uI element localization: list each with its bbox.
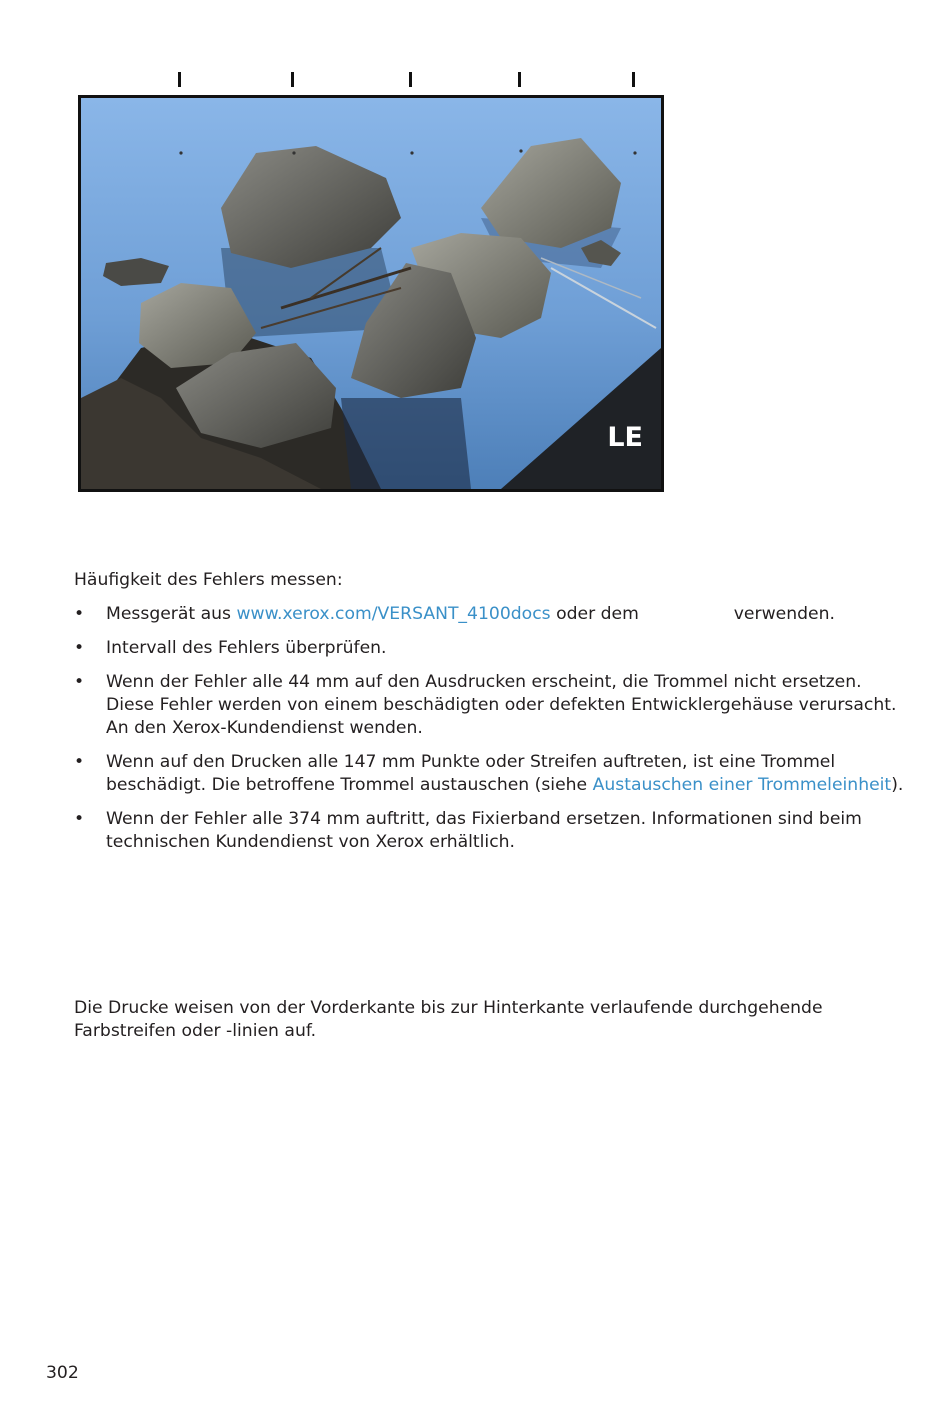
measure-steps-list — [74, 603, 904, 865]
tick-mark — [632, 72, 635, 87]
bullet-text: Wenn auf den Drucken alle 147 mm Punkte oder Streifen auftreten, ist eine Trommel beschädigt. Die betroffene Trommel austauschen (siehe — [106, 752, 836, 795]
tick-mark — [178, 72, 181, 87]
bullet-text: Messgerät aus — [106, 604, 237, 624]
list-item: • Wenn der Fehler alle 374 mm auftritt, das Fixierband ersetzen. Informationen sind beim technischen Kundendienst von Xerox erhältlich. — [74, 808, 904, 854]
defect-sample-photo — [78, 95, 664, 492]
rocks-in-water-image — [81, 98, 661, 489]
list-item — [74, 603, 904, 626]
bullet-text: verwenden. — [728, 604, 835, 624]
list-item: • Wenn der Fehler alle 44 mm auf den Ausdrucken erscheint, die Trommel nicht ersetzen. Diese Fehler werden von einem beschädigten oder defekten Entwicklergehäuse verursacht. An den Xerox-Kundendienst wenden. — [74, 671, 904, 740]
bullet-text: ). — [891, 775, 904, 795]
list-item: • Intervall des Fehlers überprüfen. — [74, 637, 904, 660]
page-number: 302 — [46, 1363, 79, 1383]
replace-drum-link[interactable]: Austauschen einer Trommeleinheit — [592, 775, 892, 795]
tick-mark — [518, 72, 521, 87]
measurement-ticks — [0, 0, 950, 90]
tick-mark — [409, 72, 412, 87]
list-item — [74, 751, 904, 797]
leading-edge-label: LE — [607, 422, 643, 453]
tick-mark — [291, 72, 294, 87]
measure-intro: Häufigkeit des Fehlers messen: — [74, 570, 343, 590]
streaks-paragraph: Die Drucke weisen von der Vorderkante bis zur Hinterkante verlaufende durchgehende Farbstreifen oder -linien auf. — [74, 998, 823, 1041]
xerox-docs-link[interactable]: www.xerox.com/VERSANT_4100docs — [236, 604, 551, 624]
bullet-text: oder dem — [550, 604, 645, 624]
